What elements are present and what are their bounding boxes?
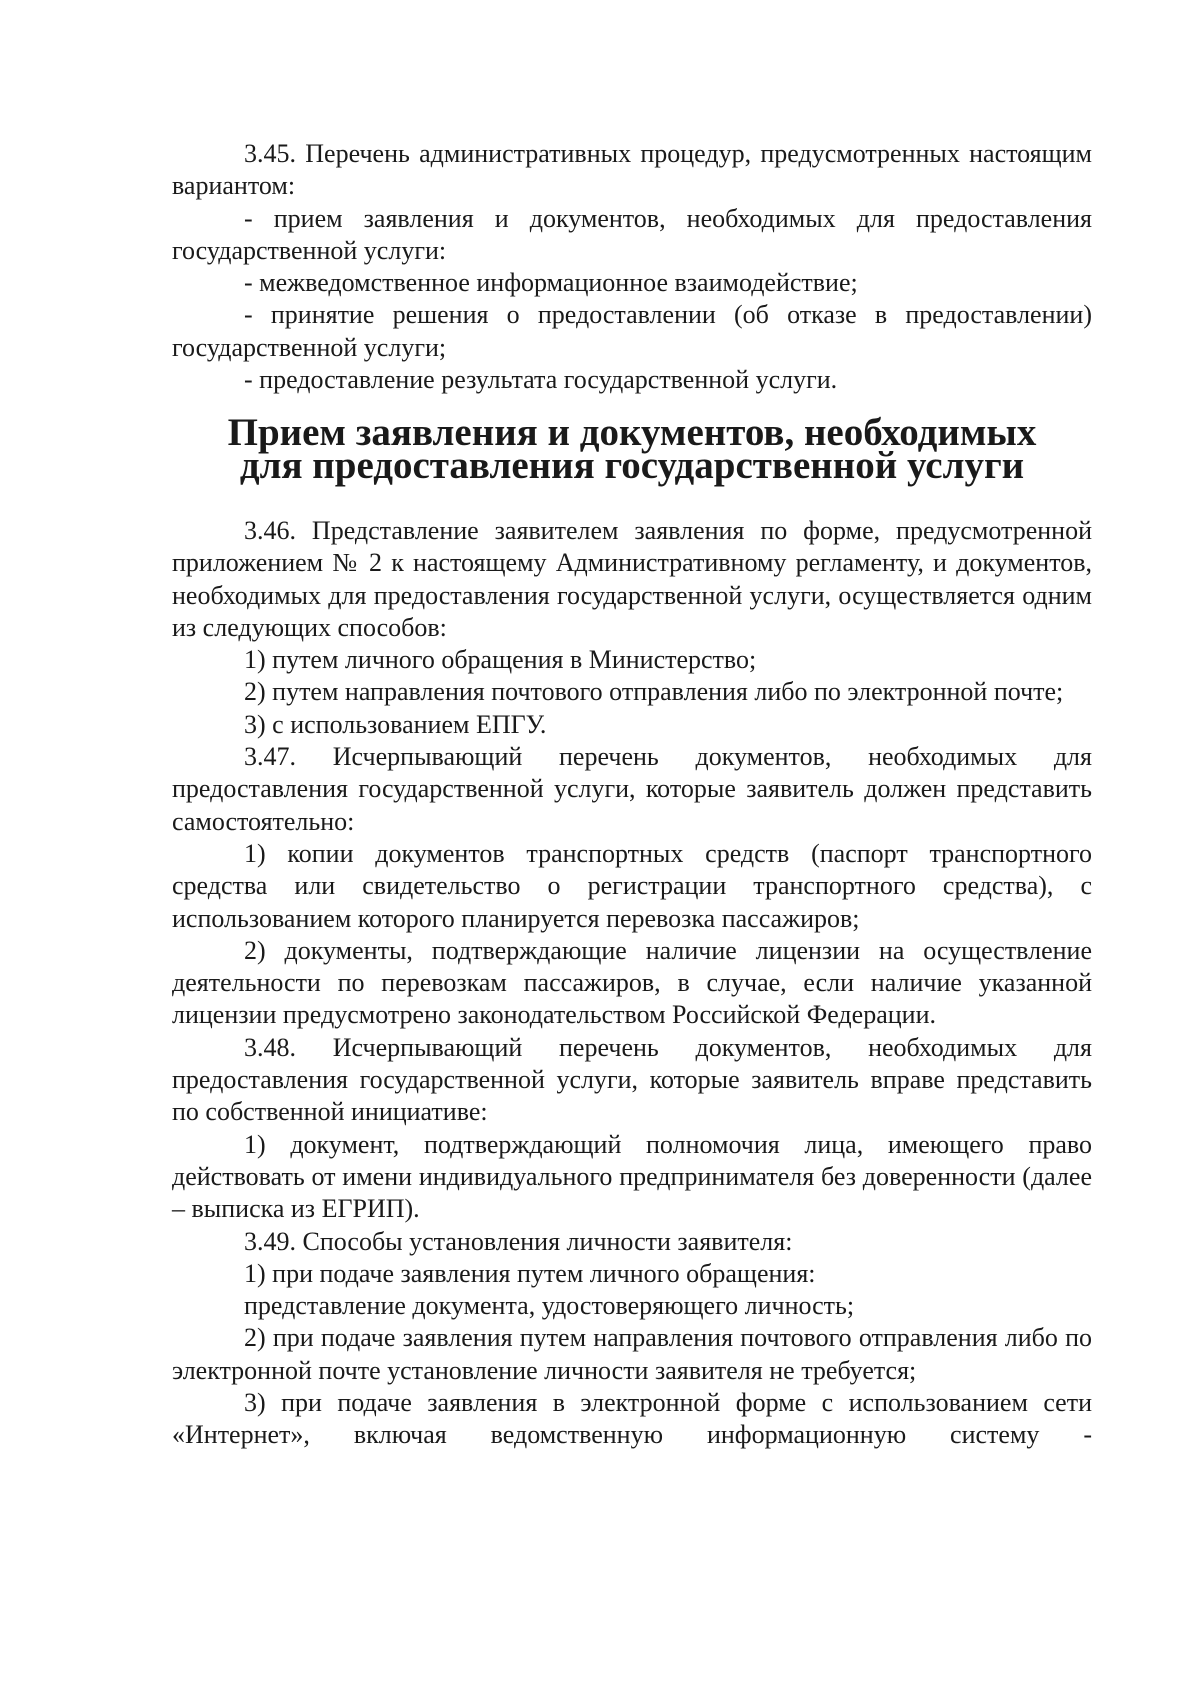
- list-item: 1) при подаче заявления путем личного обращения:: [244, 1258, 816, 1288]
- list-item: - межведомственное информационное взаимодействие;: [244, 268, 858, 298]
- list-item: 2) документы, подтверждающие наличие лицензии на осуществление деятельности по перевозкам пассажиров, в случае, если наличие указанной лицензии предусмотрено законодательством Российской Федерации.: [172, 935, 1092, 1030]
- clause-3-48: 3.48. Исчерпывающий перечень документов, необходимых для предоставления государственной услуги, которые заявитель вправе представить по собственной инициативе:: [172, 1032, 1092, 1127]
- document-page: [172, 138, 1092, 1452]
- clause-3-46: 3.46. Представление заявителем заявления по форме, предусмотренной приложением № 2 к настоящему Административному регламенту, и документов, необходимых для предоставления государственной услуги, осуществляется одним из следующих способов:: [172, 515, 1092, 642]
- list-item: 1) документ, подтверждающий полномочия лица, имеющего право действовать от имени индивидуального предпринимателя без доверенности (далее – выписка из ЕГРИП).: [172, 1129, 1092, 1224]
- list-item: 1) путем личного обращения в Министерство;: [244, 645, 757, 675]
- list-item: 1) копии документов транспортных средств (паспорт транспортного средства или свидетельство о регистрации транспортного средства), с использованием которого планируется перевозка пассажиров;: [172, 838, 1092, 933]
- list-item: 2) путем направления почтового отправления либо по электронной почте;: [244, 677, 1064, 707]
- clause-3-45: 3.45. Перечень административных процедур, предусмотренных настоящим вариантом:: [172, 139, 1092, 201]
- list-item: представление документа, удостоверяющего личность;: [244, 1291, 855, 1321]
- clause-3-49: 3.49. Способы установления личности заявителя:: [244, 1226, 793, 1256]
- list-item: - предоставление результата государственной услуги.: [244, 365, 838, 395]
- list-item: - принятие решения о предоставлении (об отказе в предоставлении) государственной услуги;: [172, 300, 1092, 362]
- list-item: 3) при подаче заявления в электронной форме с использованием сети «Интернет», включая ведомственную информационную систему -: [172, 1387, 1092, 1450]
- list-item: 2) при подаче заявления путем направления почтового отправления либо по электронной почте установление личности заявителя не требуется;: [172, 1323, 1092, 1385]
- list-item: 3) с использованием ЕПГУ.: [244, 709, 547, 739]
- list-item: - прием заявления и документов, необходимых для предоставления государственной услуги:: [172, 203, 1092, 265]
- clause-3-47: 3.47. Исчерпывающий перечень документов, необходимых для предоставления государственной услуги, которые заявитель должен представить самостоятельно:: [172, 742, 1092, 836]
- section-heading-line-1: Прием заявления и документов, необходимых: [227, 411, 1037, 455]
- section-heading-line-2: для предоставления государственной услуги: [239, 443, 1025, 487]
- section-heading: [172, 396, 1092, 515]
